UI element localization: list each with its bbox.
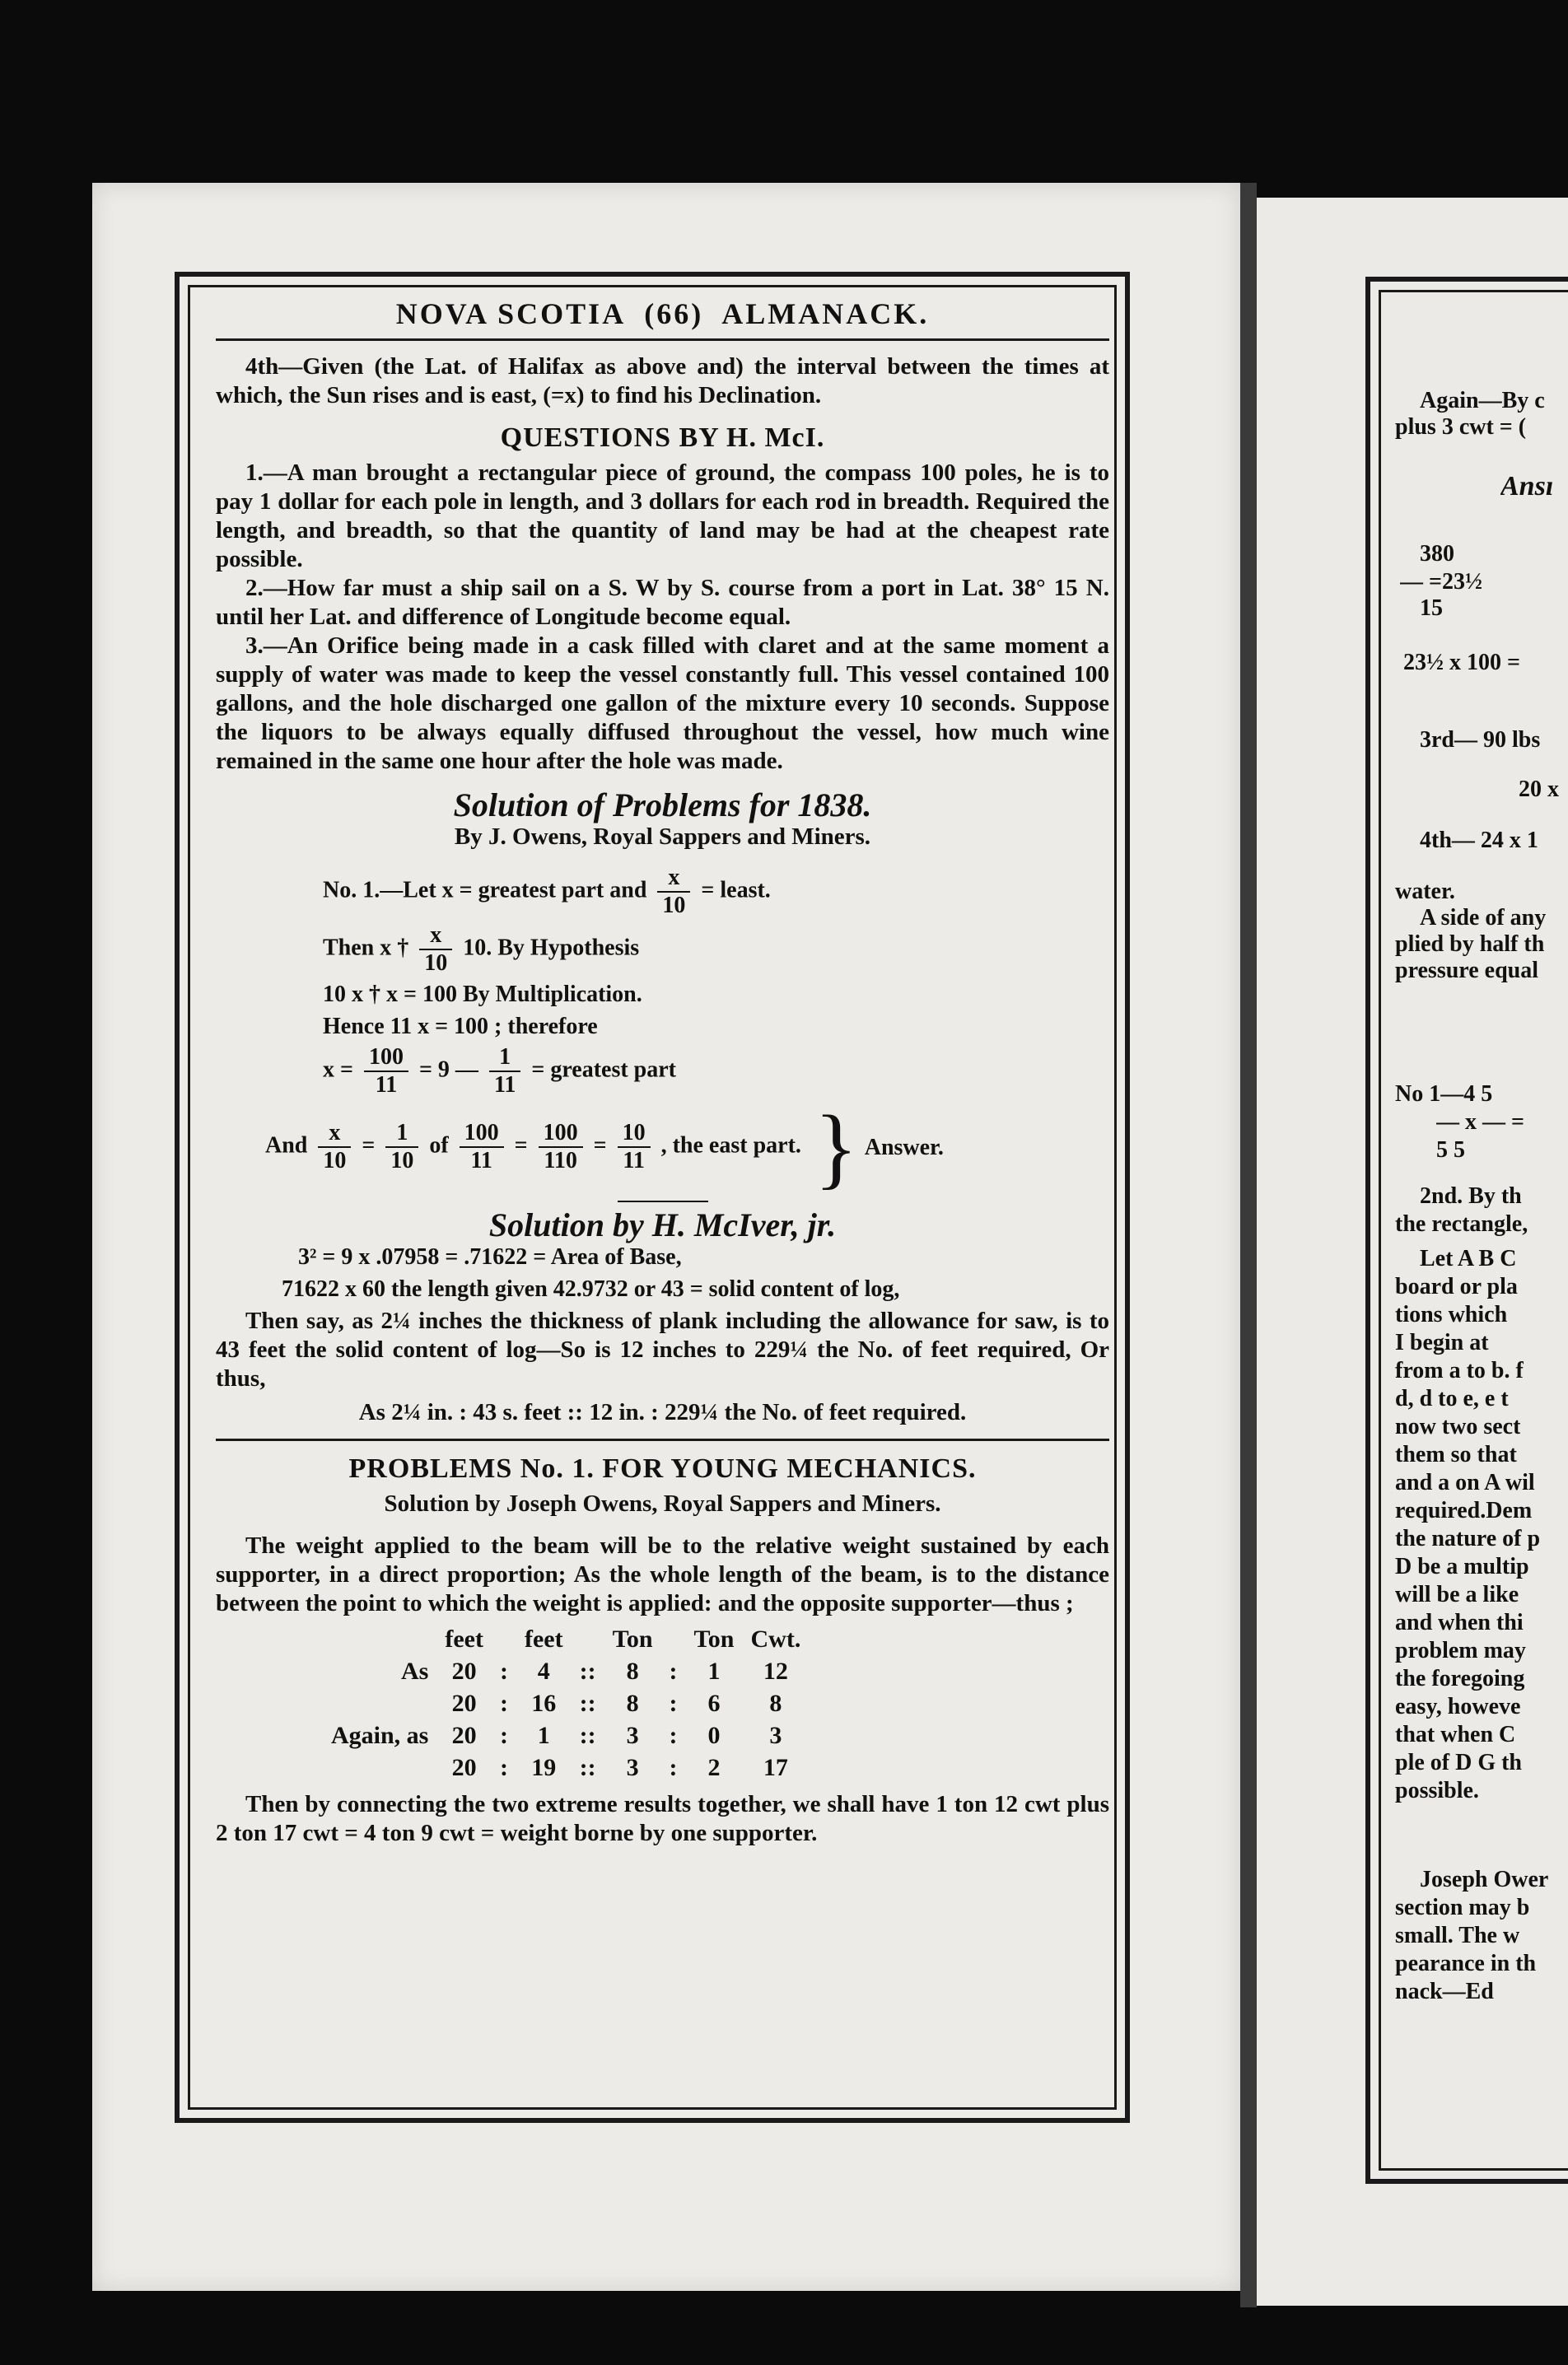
right-line: ple of D G th (1395, 1750, 1522, 1775)
denominator: 11 (493, 1072, 516, 1098)
right-line: possible. (1395, 1778, 1479, 1803)
right-line: 23½ x 100 = (1403, 650, 1520, 675)
mciver-paragraph: Then say, as 2¼ inches the thickness of plank including the allowance for saw, is to 43 feet the solid content of log—So is 12 inches to 229¼ the No. of feet required, Or thus, (216, 1308, 1109, 1392)
table-cell: 3 (769, 1722, 782, 1749)
table-cell: 20 (451, 1722, 477, 1749)
eq6-post: , the east part. (660, 1132, 801, 1159)
right-line: 4th— 24 x 1 (1420, 828, 1538, 853)
fraction (618, 1120, 651, 1174)
right-line: 3rd— 90 lbs (1420, 727, 1541, 753)
table-cell: :: (579, 1690, 596, 1717)
right-line: 15 (1420, 595, 1443, 621)
fraction (460, 1120, 504, 1174)
right-line: them so that (1395, 1442, 1517, 1467)
row-label (323, 1752, 436, 1784)
mciver-line-2: 71622 x 60 the length given 42.9732 or 43 = solid content of log, (282, 1276, 900, 1302)
numerator: x (657, 865, 690, 893)
row-label: Again, as (331, 1722, 429, 1749)
fraction (419, 922, 452, 977)
right-line: Joseph Ower (1420, 1867, 1549, 1892)
mechanics-heading: PROBLEMS No. 1. FOR YOUNG MECHANICS. (348, 1453, 977, 1484)
right-line: will be a like (1395, 1582, 1519, 1607)
table-cell: 3 (626, 1722, 639, 1749)
mechanics-paragraph: The weight applied to the beam will be to the relative weight sustained by each supporter, in a direct proportion; As the whole length of the beam, is to the distance between the point to which the weight is applied: and the opposite supporter—thus ; (216, 1532, 1109, 1616)
right-line: d, d to e, e t (1395, 1386, 1509, 1411)
fraction (364, 1044, 408, 1099)
fraction (385, 1120, 418, 1174)
right-brace: } (814, 1097, 858, 1197)
right-line: Again—By c (1420, 388, 1545, 413)
table-cell: :: (579, 1658, 596, 1685)
table-cell: 19 (531, 1754, 557, 1781)
equation-line-6: And $\frac{x}{10}$ = $\frac{1}{10}$ of $\frac{100}{11}$ = $\frac{100}{110}$ = $\frac{10}{11}$ , the east part. (265, 1120, 801, 1173)
fraction (657, 865, 690, 919)
table-cell: :: (579, 1754, 596, 1781)
table-cell: 1 (707, 1658, 721, 1685)
right-line: easy, howeve (1395, 1694, 1521, 1719)
table-row (323, 1687, 809, 1719)
table-cell: : (669, 1754, 678, 1781)
table-cell: 20 (451, 1754, 477, 1781)
equation-line-5 (323, 1044, 1109, 1099)
denominator: 10 (323, 1148, 347, 1173)
table-cell (492, 1623, 516, 1655)
page-number: (66) (644, 297, 704, 330)
table-cell: 12 (763, 1658, 788, 1685)
numerator: 100 (364, 1044, 408, 1072)
numerator: 100 (539, 1120, 583, 1148)
table-cell: 16 (531, 1690, 557, 1717)
right-line: plied by half th (1395, 931, 1545, 957)
mciver-proportion: As 2¼ in. : 43 s. feet :: 12 in. : 229¼ the No. of feet required. (358, 1399, 967, 1425)
running-head (216, 297, 1109, 330)
numerator: 1 (489, 1044, 520, 1072)
right-line: now two sect (1395, 1414, 1521, 1439)
right-line: water. (1395, 879, 1455, 904)
right-line: problem may (1395, 1638, 1526, 1663)
table-cell: 20 (451, 1690, 477, 1717)
right-line: 20 x (1519, 777, 1559, 802)
answer-label: Answer. (864, 1134, 944, 1160)
eq2-post: 10. By Hypothesis (463, 935, 640, 961)
table-cell: 3 (626, 1754, 639, 1781)
denominator: 11 (470, 1148, 492, 1173)
right-line: section may b (1395, 1895, 1530, 1920)
numerator: 1 (385, 1120, 418, 1148)
table-row (323, 1719, 809, 1752)
table-row (323, 1655, 809, 1687)
fraction (489, 1044, 520, 1099)
table-cell: 1 (537, 1722, 550, 1749)
section-divider (618, 1201, 708, 1202)
table-cell: : (499, 1754, 508, 1781)
left-page-content (216, 295, 1109, 1848)
right-line: the foregoing (1395, 1666, 1525, 1691)
right-line: that when C (1395, 1722, 1516, 1747)
right-line: 5 5 (1436, 1137, 1465, 1163)
questions-heading: QUESTIONS BY H. McI. (500, 422, 825, 453)
numerator: 10 (618, 1120, 651, 1148)
right-line: 2nd. By th (1420, 1183, 1522, 1209)
mciver-line-1: 3² = 9 x .07958 = .71622 = Area of Base, (298, 1244, 682, 1270)
right-line: — =23½ (1400, 569, 1482, 595)
question-2: 2.—How far must a ship sail on a S. W by S. course from a port in Lat. 38° 15 N. until her Lat. and difference of Longitude become equal. (216, 575, 1109, 630)
table-header: Cwt. (750, 1626, 801, 1653)
numerator: 100 (460, 1120, 504, 1148)
table-header: Ton (693, 1626, 735, 1653)
equation-line-4: Hence 11 x = 100 ; therefore (323, 1014, 598, 1039)
solution-1838-heading: Solution of Problems for 1838. (453, 786, 872, 823)
table-cell: 8 (626, 1690, 639, 1717)
table-cell: 6 (707, 1690, 721, 1717)
denominator: 11 (375, 1072, 398, 1098)
mciver-rule (216, 1439, 1109, 1441)
denominator: 10 (662, 893, 686, 918)
mechanics-byline: Solution by Joseph Owens, Royal Sappers and Miners. (384, 1490, 941, 1517)
right-line: D be a multip (1395, 1554, 1529, 1579)
eq6-text: And (265, 1132, 308, 1159)
header-title: NOVA SCOTIA (395, 297, 625, 330)
table-header: Ton (612, 1626, 653, 1653)
numerator: x (318, 1120, 351, 1148)
eq6-of: of (429, 1132, 449, 1159)
eq1-text: No. 1.—Let x = greatest part and (323, 877, 647, 903)
eq5-mid: = 9 — (418, 1057, 478, 1083)
table-cell: : (499, 1690, 508, 1717)
header-title-end: ALMANACK. (721, 297, 930, 330)
right-line: Ansı (1500, 473, 1554, 501)
table-cell: 0 (707, 1722, 721, 1749)
eq5-text: x = (323, 1057, 353, 1083)
right-line: tions which (1395, 1302, 1508, 1327)
equation-line-1 (323, 865, 1109, 919)
table-header-row (323, 1623, 809, 1655)
right-line: 380 (1420, 541, 1454, 567)
denominator: 110 (544, 1148, 577, 1173)
row-label (323, 1687, 436, 1719)
right-line: No 1—4 5 (1395, 1081, 1493, 1107)
table-header: feet (524, 1626, 563, 1653)
numerator: x (419, 922, 452, 950)
row-label: As (401, 1658, 429, 1685)
right-line: required.Dem (1395, 1498, 1533, 1523)
fraction (539, 1120, 583, 1174)
table-cell: : (669, 1658, 678, 1685)
proportion-table (323, 1623, 809, 1784)
equation-line-2 (323, 922, 1109, 977)
table-cell: 4 (537, 1658, 550, 1685)
solution-1838-byline: By J. Owens, Royal Sappers and Miners. (454, 823, 871, 850)
table-cell: 17 (763, 1754, 788, 1781)
table-cell: :: (579, 1722, 596, 1749)
right-line: from a to b. f (1395, 1358, 1524, 1383)
right-line: pressure equal (1395, 958, 1538, 983)
book-spine (1240, 183, 1257, 2307)
answer-group (265, 1097, 1109, 1197)
table-cell: 2 (707, 1754, 721, 1781)
eq2-text: Then x † (323, 935, 409, 961)
right-line: I begin at (1395, 1330, 1489, 1355)
table-cell: : (669, 1722, 678, 1749)
table-cell (661, 1623, 686, 1655)
eq5-post: = greatest part (531, 1057, 677, 1083)
right-line: and when thi (1395, 1610, 1524, 1635)
right-line: pearance in th (1395, 1951, 1537, 1976)
table-cell: 8 (626, 1658, 639, 1685)
right-line: and a on A wil (1395, 1470, 1535, 1495)
table-cell: : (669, 1690, 678, 1717)
mechanics-conclusion: Then by connecting the two extreme results together, we shall have 1 ton 12 cwt plus 2 ton 17 cwt = 4 ton 9 cwt = weight borne by one supporter. (216, 1791, 1109, 1846)
table-cell (323, 1623, 436, 1655)
right-line: A side of any (1420, 905, 1547, 931)
table-header: feet (445, 1626, 483, 1653)
question-1: 1.—A man brought a rectangular piece of ground, the compass 100 poles, he is to pay 1 dollar for each pole in length, and 3 dollars for each rod in breadth. Required the length, and breadth, so that the quantity of land may be had at the cheapest rate possible. (216, 459, 1109, 572)
right-line: nack—Ed (1395, 1979, 1494, 2004)
right-line: — x — = (1436, 1109, 1524, 1135)
solution-mciver-heading: Solution by H. McIver, jr. (488, 1206, 837, 1243)
right-line: board or pla (1395, 1274, 1518, 1299)
fraction (318, 1120, 351, 1174)
denominator: 10 (424, 950, 448, 976)
table-cell: : (499, 1658, 508, 1685)
table-cell: 8 (769, 1690, 782, 1717)
right-line: the nature of p (1395, 1526, 1541, 1551)
right-line: plus 3 cwt = ( (1395, 414, 1527, 440)
intro-paragraph: 4th—Given (the Lat. of Halifax as above and) the interval between the times at which, the Sun rises and is east, (=x) to find his Declination. (216, 353, 1109, 408)
right-line: small. The w (1395, 1923, 1520, 1948)
denominator: 10 (390, 1148, 414, 1173)
table-cell: 20 (451, 1658, 477, 1685)
equation-line-3: 10 x † x = 100 By Multiplication. (323, 982, 642, 1007)
header-rule (216, 338, 1109, 341)
right-line: the rectangle, (1395, 1211, 1528, 1237)
right-line: Let A B C (1420, 1246, 1517, 1271)
question-3: 3.—An Orifice being made in a cask filled with claret and at the same moment a supply of water was made to keep the vessel constantly full. This vessel contained 100 gallons, and the hole discharged one gallon of the mixture every 10 seconds. Suppose the liquors to be always equally diffused throughout the vessel, how much wine remained in the same one hour after the hole was made. (216, 632, 1109, 774)
eq1-post: = least. (701, 877, 771, 903)
table-cell: : (499, 1722, 508, 1749)
table-row (323, 1752, 809, 1784)
table-cell (572, 1623, 604, 1655)
denominator: 11 (623, 1148, 645, 1173)
